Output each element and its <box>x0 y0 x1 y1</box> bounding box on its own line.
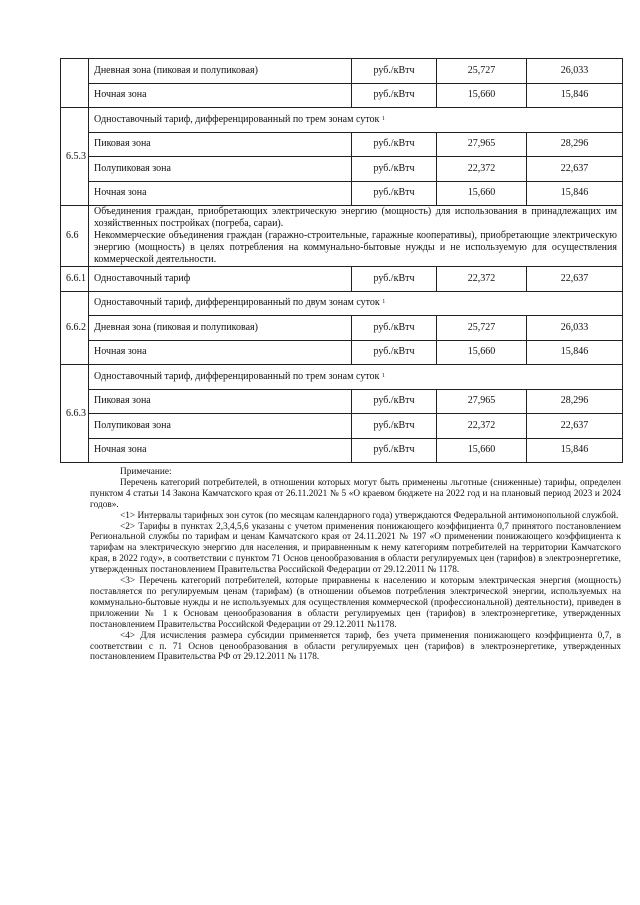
unit: руб./кВтч <box>352 340 437 365</box>
tariff-value-period-1: 25,727 <box>437 59 527 84</box>
tariff-description: Полупиковая зона <box>89 414 352 439</box>
tariff-value-period-1: 22,372 <box>437 157 527 182</box>
group-description <box>89 206 623 267</box>
note-paragraph: <4> Для исчисления размера субсидии применяется тариф, без учета применения понижающего коэффициента 0,7, в соответствии с п. 71 Основ ценообразования в области регулируемых цен (тарифов) в электроэнергетике, утвержденных постановлением Правительства РФ от 29.12.2011 № 1178. <box>90 630 621 663</box>
item-number: 6.6 <box>61 206 89 267</box>
tariff-value-period-2: 22,637 <box>527 157 623 182</box>
tariff-description: Ночная зона <box>89 83 352 108</box>
footnote-ref: 1 <box>381 115 385 122</box>
group-title-text: Одноставочный тариф, дифференцированный по двум зонам суток <box>94 297 380 309</box>
group-header-row <box>61 108 623 133</box>
group-header-row <box>61 206 623 267</box>
group-title-text: Одноставочный тариф, дифференцированный по трем зонам суток <box>94 370 380 382</box>
footnote-ref: 1 <box>382 299 386 306</box>
tariff-value-period-1: 27,965 <box>437 389 527 414</box>
group-header-row <box>61 365 623 390</box>
group-header-row <box>61 291 623 316</box>
footnote-ref: 1 <box>381 372 385 379</box>
table-row <box>61 267 623 292</box>
tariff-value-period-2: 26,033 <box>527 59 623 84</box>
group-title <box>89 365 623 390</box>
unit: руб./кВтч <box>352 157 437 182</box>
table-row <box>61 438 623 463</box>
unit: руб./кВтч <box>352 414 437 439</box>
tariff-value-period-2: 26,033 <box>527 316 623 341</box>
table-row <box>61 59 623 84</box>
table-row <box>61 157 623 182</box>
note-paragraph: <2> Тарифы в пунктах 2,3,4,5,6 указаны с учетом применения понижающего коэффициента 0,7 принятого постановлением Региональной службы по тарифам и ценам Камчатского края от 24.11.2021 № 197 «О применении понижающего коэффициента к тарифам на электрическую энергию для населения, и приравненным к нему категориям потребителей на территории Камчатского края, в 2022 году», в соответствии с пунктом 71 Основ ценообразования в области регулируемых цен (тарифов) в электроэнергетике, утвержденных постановлением Правительства Российской Федерации от 29.12.2011 № 1178. <box>90 521 621 576</box>
tariff-value-period-2: 28,296 <box>527 132 623 157</box>
tariff-value-period-2: 15,846 <box>527 340 623 365</box>
tariff-value-period-1: 15,660 <box>437 340 527 365</box>
note-paragraph: Перечень категорий потребителей, в отношении которых могут быть применены льготные (сниженные) тарифы, определен пунктом 4 статьи 14 Закона Камчатского края от 26.11.2021 № 5 «О краевом бюджете на 2022 год и на плановый период 2023 и 2024 годов». <box>90 477 621 510</box>
tariff-description: Ночная зона <box>89 181 352 206</box>
item-number: 6.6.2 <box>61 291 89 365</box>
tariff-description: Полупиковая зона <box>89 157 352 182</box>
table-row <box>61 414 623 439</box>
tariff-description: Ночная зона <box>89 438 352 463</box>
notes-section <box>90 467 621 663</box>
table-row <box>61 316 623 341</box>
group-title <box>89 108 623 133</box>
tariff-value-period-2: 15,846 <box>527 181 623 206</box>
unit: руб./кВтч <box>352 267 437 292</box>
tariff-description: Одноставочный тариф <box>89 267 352 292</box>
tariff-value-period-1: 27,965 <box>437 132 527 157</box>
tariff-description: Дневная зона (пиковая и полупиковая) <box>89 316 352 341</box>
unit: руб./кВтч <box>352 389 437 414</box>
unit: руб./кВтч <box>352 438 437 463</box>
tariff-description: Ночная зона <box>89 340 352 365</box>
tariff-value-period-2: 28,296 <box>527 389 623 414</box>
tariff-description: Пиковая зона <box>89 389 352 414</box>
group-title <box>89 291 623 316</box>
unit: руб./кВтч <box>352 181 437 206</box>
tariff-value-period-1: 25,727 <box>437 316 527 341</box>
tariff-value-period-1: 15,660 <box>437 83 527 108</box>
unit: руб./кВтч <box>352 316 437 341</box>
tariff-value-period-1: 15,660 <box>437 181 527 206</box>
tariff-value-period-1: 15,660 <box>437 438 527 463</box>
item-number: 6.6.3 <box>61 365 89 463</box>
tariff-description: Пиковая зона <box>89 132 352 157</box>
note-paragraph: <1> Интервалы тарифных зон суток (по месяцам календарного года) утверждаются Федеральной антимонопольной службой. <box>120 510 619 521</box>
unit: руб./кВтч <box>352 59 437 84</box>
description-part: Объединения граждан, приобретающих электрическую энергию (мощность) для использования в принадлежащих им хозяйственных постройках (погреба, сараи). <box>94 206 617 229</box>
notes-heading: Примечание: <box>120 467 172 477</box>
item-number <box>61 59 89 108</box>
table-row <box>61 340 623 365</box>
tariff-value-period-2: 22,637 <box>527 267 623 292</box>
item-number: 6.6.1 <box>61 267 89 292</box>
tariff-description: Дневная зона (пиковая и полупиковая) <box>89 59 352 84</box>
note-paragraph: <3> Перечень категорий потребителей, которые приравнены к населению и которым электрическая энергия (мощность) поставляется по регулируемым ценам (тарифам) (в отношении объемов потребления электрической энергии, используемых на коммунально-бытовые нужды и не используемых для осуществления коммерческой (профессиональной) деятельности), приведен в приложении № 1 к Основам ценообразования в области регулируемых цен (тарифов) в электроэнергетике, утвержденных постановлением Правительства Российской Федерации от 29.12.2011 №1178. <box>90 576 621 630</box>
tariff-value-period-1: 22,372 <box>437 267 527 292</box>
unit: руб./кВтч <box>352 83 437 108</box>
table-row <box>61 389 623 414</box>
table-row <box>61 132 623 157</box>
tariff-value-period-1: 22,372 <box>437 414 527 439</box>
group-title-text: Одноставочный тариф, дифференцированный по трем зонам суток <box>94 113 380 125</box>
table-row <box>61 83 623 108</box>
tariff-value-period-2: 15,846 <box>527 83 623 108</box>
tariff-table <box>60 58 623 463</box>
unit: руб./кВтч <box>352 132 437 157</box>
description-part: Некоммерческие объединения граждан (гаражно-строительные, гаражные кооперативы), приобретающие электрическую энергию (мощность) в целях потребления на коммунально-бытовые нужды и не используемую для осуществления коммерческой деятельности. <box>94 230 617 265</box>
tariff-value-period-2: 15,846 <box>527 438 623 463</box>
table-row <box>61 181 623 206</box>
item-number: 6.5.3 <box>61 108 89 206</box>
tariff-value-period-2: 22,637 <box>527 414 623 439</box>
